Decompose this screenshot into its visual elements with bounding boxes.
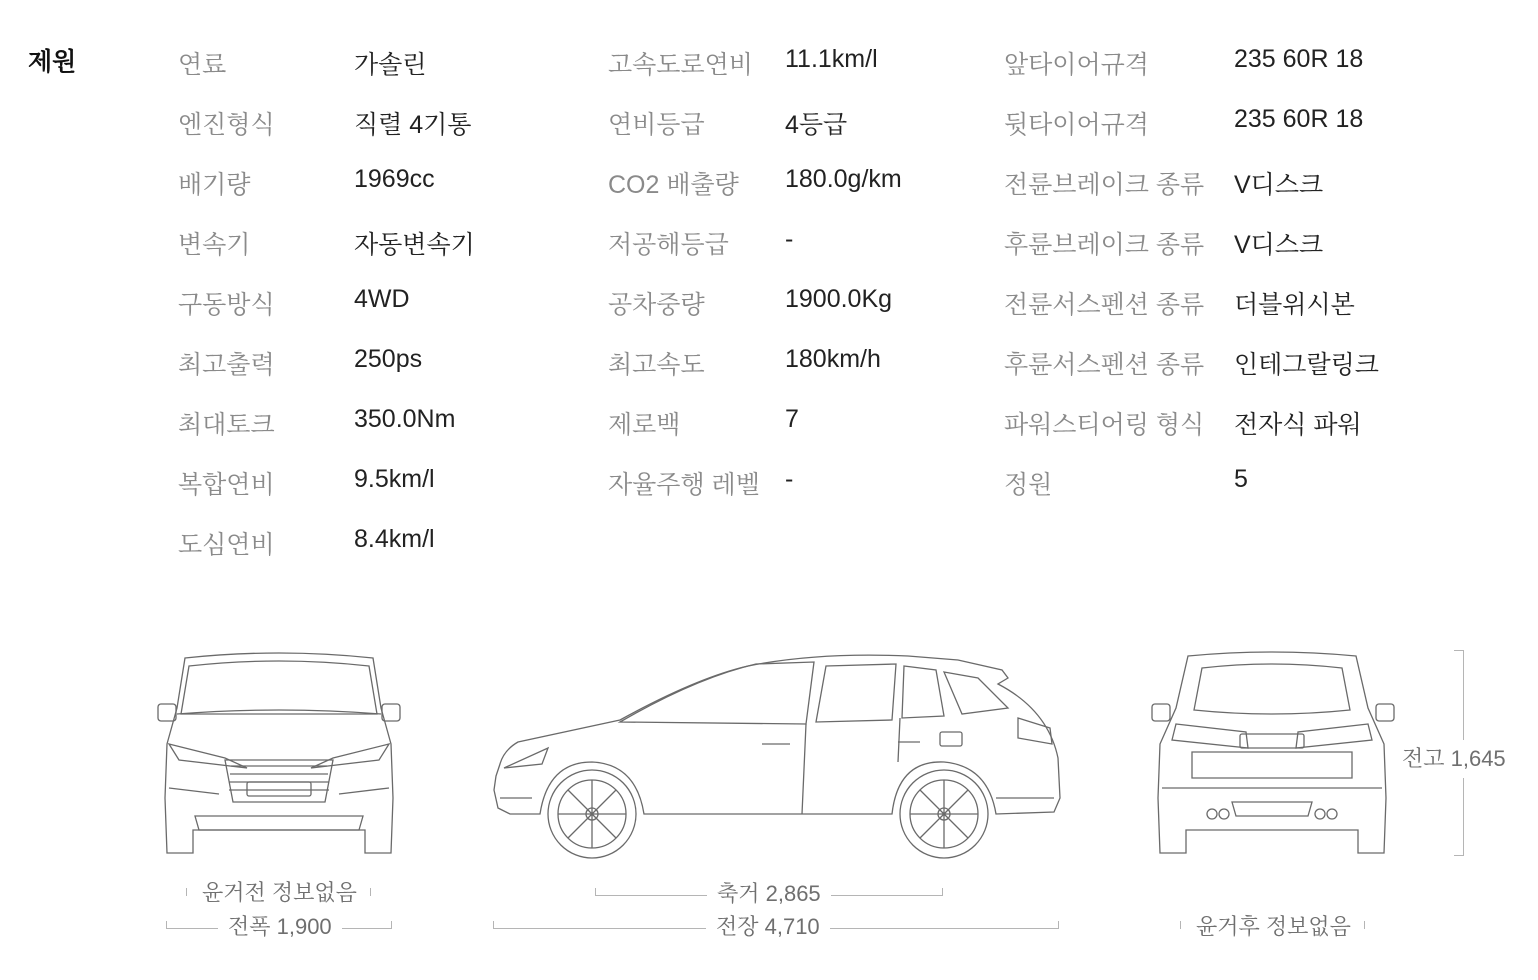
height-label: 전고 1,645 <box>1402 740 1506 778</box>
spec-value: 250ps <box>354 345 423 373</box>
spec-label: 제로백 <box>608 411 681 439</box>
spec-value: 자동변속기 <box>354 231 475 259</box>
dim-tick <box>1058 921 1059 929</box>
spec-value: 더블위시본 <box>1234 291 1355 319</box>
spec-value: 9.5km/l <box>354 465 435 493</box>
dim-tick <box>1454 855 1464 856</box>
spec-value: 직렬 4기통 <box>354 111 472 139</box>
spec-label: 엔진형식 <box>178 111 275 139</box>
wheelbase-label: 축거 2,865 <box>707 881 831 907</box>
dim-tick <box>370 888 371 896</box>
spec-value: V디스크 <box>1234 171 1324 199</box>
spec-value: 4WD <box>354 285 410 313</box>
width-label: 전폭 1,900 <box>218 914 342 940</box>
spec-row-power-steering <box>1004 405 1538 465</box>
dim-tick <box>1364 921 1365 929</box>
spec-label: 파워스티어링 형식 <box>1004 411 1205 439</box>
spec-label: 후륜브레이크 종류 <box>1004 231 1205 259</box>
spec-label: CO2 배출량 <box>608 171 739 199</box>
spec-label: 최대토크 <box>178 411 275 439</box>
spec-value: 5 <box>1234 465 1248 493</box>
spec-value: 180km/h <box>785 345 881 373</box>
spec-label: 배기량 <box>178 171 251 199</box>
front-tread-label: 윤거전 정보없음 <box>192 880 367 906</box>
spec-value: 235 60R 18 <box>1234 45 1364 73</box>
spec-value: 1969cc <box>354 165 435 193</box>
spec-label: 도심연비 <box>178 531 275 559</box>
spec-value: 인테그랄링크 <box>1234 351 1379 379</box>
dim-tick <box>186 888 187 896</box>
spec-label: 저공해등급 <box>608 231 729 259</box>
spec-row-rear-brake <box>1004 225 1538 285</box>
spec-value: 7 <box>785 405 799 433</box>
spec-value: 180.0g/km <box>785 165 902 193</box>
spec-row-seating-capacity <box>1004 465 1538 525</box>
rear-tread-label: 윤거후 정보없음 <box>1186 914 1361 940</box>
spec-value: 8.4km/l <box>354 525 435 553</box>
spec-value: V디스크 <box>1234 231 1324 259</box>
dim-tick <box>942 888 943 896</box>
dim-tick <box>1180 921 1181 929</box>
spec-value: 1900.0Kg <box>785 285 893 313</box>
spec-label: 정원 <box>1004 471 1053 499</box>
spec-label: 전륜서스펜션 종류 <box>1004 291 1205 319</box>
spec-label: 최고속도 <box>608 351 705 379</box>
spec-value: 235 60R 18 <box>1234 105 1364 133</box>
spec-value: 350.0Nm <box>354 405 456 433</box>
spec-label: 전륜브레이크 종류 <box>1004 171 1205 199</box>
spec-row-city-mpg <box>178 525 1038 585</box>
spec-value: 11.1km/l <box>785 45 878 73</box>
dim-tick <box>1454 650 1464 651</box>
spec-label: 연료 <box>178 51 227 79</box>
car-rear-view-icon <box>1148 648 1396 863</box>
car-side-view-icon <box>488 648 1063 863</box>
dim-tick <box>391 921 392 929</box>
spec-row-front-suspension <box>1004 285 1538 345</box>
spec-label: 자율주행 레벨 <box>608 471 760 499</box>
dim-tick <box>493 921 494 929</box>
spec-label: 공차중량 <box>608 291 705 319</box>
spec-value: - <box>785 225 794 253</box>
spec-row-rear-tire <box>1004 105 1538 165</box>
spec-label: 복합연비 <box>178 471 275 499</box>
spec-row-rear-suspension <box>1004 345 1538 405</box>
spec-row-front-tire <box>1004 45 1538 105</box>
spec-row-front-brake <box>1004 165 1538 225</box>
spec-label: 앞타이어규격 <box>1004 51 1149 79</box>
spec-value: 4등급 <box>785 111 848 139</box>
spec-value: 전자식 파워 <box>1234 411 1362 439</box>
spec-value: 가솔린 <box>354 51 427 79</box>
dim-tick <box>166 921 167 929</box>
spec-label: 후륜서스펜션 종류 <box>1004 351 1205 379</box>
section-title: 제원 <box>28 48 77 76</box>
spec-label: 최고출력 <box>178 351 275 379</box>
length-label: 전장 4,710 <box>706 914 830 940</box>
spec-label: 변속기 <box>178 231 251 259</box>
spec-label: 연비등급 <box>608 111 705 139</box>
dim-tick <box>595 888 596 896</box>
spec-label: 고속도로연비 <box>608 51 753 79</box>
spec-label: 구동방식 <box>178 291 275 319</box>
spec-value: - <box>785 465 794 493</box>
spec-label: 뒷타이어규격 <box>1004 111 1149 139</box>
car-front-view-icon <box>155 648 403 863</box>
